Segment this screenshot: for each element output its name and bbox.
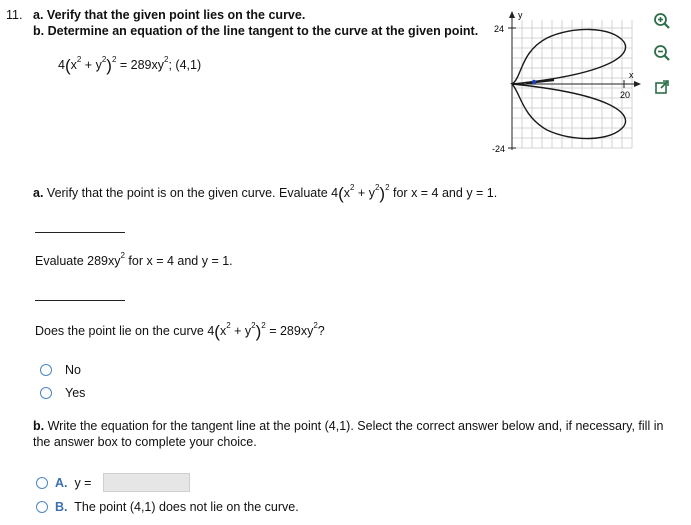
question-a-text: a. Verify that the point is on the given curve. Evaluate $4(x^2 + y^2)^2$ for x = 4 and y = 1. [33,183,498,203]
x-axis-arrow [634,81,641,87]
curve-loop-lower [512,84,626,139]
graph-y-top: 24 [494,24,505,34]
graph-x-right: 20 [620,90,631,100]
tangent-answer-input[interactable] [103,473,190,492]
answer-blank-2[interactable] [35,300,125,301]
question-a2-text: Evaluate $289xy^2$ for x = 4 and y = 1. [35,251,233,268]
radio-yes[interactable] [40,387,52,399]
curve-equation: $4(x^2 + y^2)^2 = 289xy^2$; (4,1) [58,55,202,75]
zoom-out-button[interactable] [651,42,673,64]
zoom-in-icon [653,12,671,30]
question-b-text: b. Write the equation for the tangent line at the point (4,1). Select the correct answer below and, if necessary, fill in the answer box to complete your choice. [33,419,664,449]
option-b-label: B. The point (4,1) does not lie on the curve. [55,500,299,514]
part-b-instruction: b. Determine an equation of the line tangent to the curve at the given point. [33,24,479,38]
zoom-in-button[interactable] [651,10,673,32]
graph-x-label: x [629,70,634,80]
answer-blank-1[interactable] [35,232,125,233]
popout-icon [654,79,670,95]
part-a-instruction: a. Verify that the given point lies on the curve. [33,8,306,22]
option-yes-label: Yes [65,386,86,400]
tangent-segment [526,80,554,83]
option-no-label: No [65,363,81,377]
radio-no[interactable] [40,364,52,376]
zoom-out-icon [653,44,671,62]
radio-option-a[interactable] [36,477,48,489]
curve-graph [492,8,642,158]
graph-y-label: y [518,10,523,20]
graph-y-bottom: -24 [492,144,506,154]
radio-option-b[interactable] [36,501,48,513]
question-a3-text: Does the point lie on the curve $4(x^2 + y^2)^2 = 289xy^2$? [35,321,325,341]
option-a-label: A. y = [55,476,92,490]
popout-button[interactable] [651,76,673,98]
y-axis-arrow [509,11,515,18]
given-point [532,80,536,84]
problem-number: 11. [6,8,23,22]
